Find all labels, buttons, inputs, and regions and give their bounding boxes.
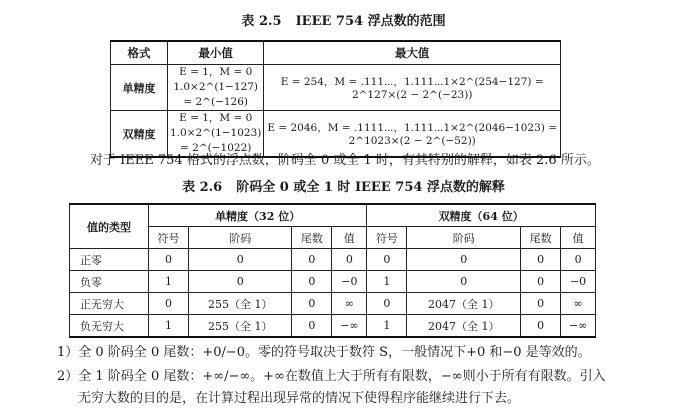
subheader-exponent: 阶码 xyxy=(407,227,521,249)
value-type-cell: 正无穷大 xyxy=(70,293,149,315)
single-sign-cell: 0 xyxy=(149,249,189,271)
double-mantissa-cell: 0 xyxy=(521,315,561,338)
max-cell: E = 254，M = .111⋯，1.111⋯1×2^(254−127) = 2^127×(2 − 2^(−23)) xyxy=(264,65,561,111)
double-mantissa-cell: 0 xyxy=(521,293,561,315)
double-value-cell: 0 xyxy=(561,249,596,271)
ieee754-range-table xyxy=(110,40,561,158)
ieee754-special-values-table xyxy=(69,203,596,338)
double-sign-cell: 1 xyxy=(367,271,407,293)
caption-title: IEEE 754 浮点数的范围 xyxy=(295,14,446,29)
subheader-sign: 符号 xyxy=(149,227,189,249)
single-exponent-cell: 255（全 1） xyxy=(189,315,292,338)
table-subheader-row xyxy=(70,227,596,249)
single-value-cell: −∞ xyxy=(332,315,367,338)
single-mantissa-cell: 0 xyxy=(292,249,332,271)
header-value-type: 值的类型 xyxy=(70,204,149,249)
subheader-value: 值 xyxy=(561,227,596,249)
header-single-precision: 单精度（32 位） xyxy=(149,204,367,227)
table-row xyxy=(111,111,561,158)
max-cell: E = 2046，M = .1111⋯，1.111⋯1×2^(2046−1023) = 2^1023×(2 − 2^(−52)) xyxy=(264,111,561,158)
min-line1: E = 1，M = 0 xyxy=(179,112,253,124)
min-line2: 1.0×2^(1−127) = 2^(−126) xyxy=(173,81,259,108)
header-min: 最小值 xyxy=(168,41,264,65)
value-type-cell: 负零 xyxy=(70,271,149,293)
min-cell xyxy=(168,65,264,111)
table-row xyxy=(70,293,596,315)
format-cell: 双精度 xyxy=(111,111,168,158)
body-paragraph: 对于 IEEE 754 格式的浮点数，阶码全 0 或全 1 时，有其特别的解释，如表 2.6 所示。 xyxy=(90,153,600,168)
format-cell: 单精度 xyxy=(111,65,168,111)
single-mantissa-cell: 0 xyxy=(292,293,332,315)
single-exponent-cell: 0 xyxy=(189,271,292,293)
min-cell xyxy=(168,111,264,158)
note-item-1: 1）全 0 阶码全 0 尾数：+0/−0。零的符号取决于数符 S，一般情况下+0 和−0 是等效的。 xyxy=(57,345,591,360)
caption-number: 表 2.5 xyxy=(241,14,282,29)
value-type-cell: 负无穷大 xyxy=(70,315,149,338)
single-sign-cell: 0 xyxy=(149,293,189,315)
table-header-row xyxy=(70,204,596,227)
table-2-5-caption xyxy=(0,14,687,30)
subheader-mantissa: 尾数 xyxy=(521,227,561,249)
subheader-mantissa: 尾数 xyxy=(292,227,332,249)
double-mantissa-cell: 0 xyxy=(521,249,561,271)
caption-title: 阶码全 0 或全 1 时 IEEE 754 浮点数的解释 xyxy=(236,180,505,195)
double-sign-cell: 0 xyxy=(367,293,407,315)
note-item-2-continuation: 无穷大数的目的是，在计算过程出现异常的情况下使得程序能继续进行下去。 xyxy=(78,391,521,406)
single-exponent-cell: 255（全 1） xyxy=(189,293,292,315)
single-exponent-cell: 0 xyxy=(189,249,292,271)
double-exponent-cell: 0 xyxy=(407,271,521,293)
single-value-cell: −0 xyxy=(332,271,367,293)
double-value-cell: −0 xyxy=(561,271,596,293)
subheader-exponent: 阶码 xyxy=(189,227,292,249)
single-value-cell: ∞ xyxy=(332,293,367,315)
double-exponent-cell: 2047（全 1） xyxy=(407,293,521,315)
note-item-2: 2）全 1 阶码全 0 尾数：+∞/−∞。+∞在数值上大于所有有限数，−∞则小于所有有限数。引入 xyxy=(57,369,606,384)
subheader-sign: 符号 xyxy=(367,227,407,249)
single-sign-cell: 1 xyxy=(149,271,189,293)
double-exponent-cell: 2047（全 1） xyxy=(407,315,521,338)
double-value-cell: −∞ xyxy=(561,315,596,338)
value-type-cell: 正零 xyxy=(70,249,149,271)
single-mantissa-cell: 0 xyxy=(292,315,332,338)
table-header-row xyxy=(111,41,561,65)
double-value-cell: ∞ xyxy=(561,293,596,315)
single-mantissa-cell: 0 xyxy=(292,271,332,293)
header-format: 格式 xyxy=(111,41,168,65)
table-row xyxy=(70,249,596,271)
table-2-6-caption xyxy=(0,180,687,196)
double-mantissa-cell: 0 xyxy=(521,271,561,293)
min-line1: E = 1，M = 0 xyxy=(179,66,253,78)
header-max: 最大值 xyxy=(264,41,561,65)
table-row xyxy=(70,315,596,338)
table-row xyxy=(70,271,596,293)
single-value-cell: 0 xyxy=(332,249,367,271)
table-row xyxy=(111,65,561,111)
caption-number: 表 2.6 xyxy=(182,180,223,195)
single-sign-cell: 1 xyxy=(149,315,189,338)
header-double-precision: 双精度（64 位） xyxy=(367,204,596,227)
double-sign-cell: 0 xyxy=(367,249,407,271)
min-line2: 1.0×2^(1−1023) = 2^(−1022) xyxy=(170,127,262,154)
double-exponent-cell: 0 xyxy=(407,249,521,271)
subheader-value: 值 xyxy=(332,227,367,249)
double-sign-cell: 1 xyxy=(367,315,407,338)
